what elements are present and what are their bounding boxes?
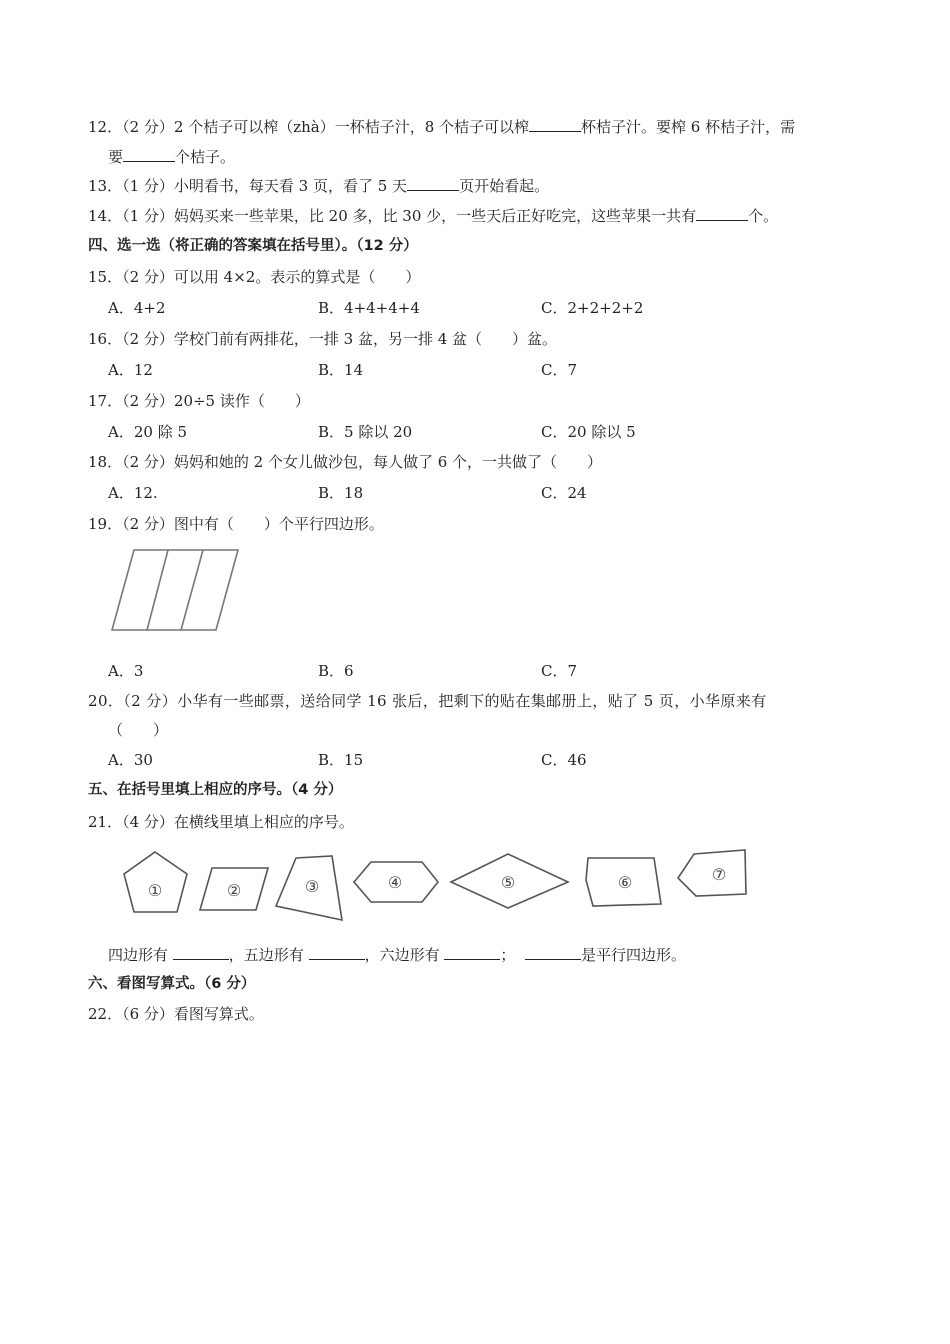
q21-text-b: ，五边形有 [228, 946, 304, 964]
question-19: 19．（2 分）图中有（ ）个平行四边形。 [88, 515, 384, 533]
q13-text-a: 13．（1 分）小明看书，每天看 3 页，看了 5 天 [88, 177, 408, 195]
q17-option-c[interactable]: C．20 除以 5 [541, 423, 636, 441]
q21-text-c: ，六边形有 [364, 946, 440, 964]
q21-blank-parallelograms[interactable] [525, 945, 581, 960]
q16-option-c[interactable]: C．7 [541, 361, 578, 379]
q12-text-a: 12．（2 分）2 个桔子可以榨（zhà）一杯桔子汁，8 个桔子可以榨 [88, 118, 530, 136]
q16-option-a[interactable]: A．12 [108, 361, 153, 379]
parallelogram-figure [106, 546, 242, 634]
q21-blank-pentagons[interactable] [309, 945, 365, 960]
question-20-line-2: （ ） [108, 721, 169, 739]
shape-1-label: ① [147, 881, 163, 900]
q12-text-c: 要 [108, 148, 124, 166]
q18-option-a[interactable]: A．12. [108, 484, 158, 502]
question-18: 18．（2 分）妈妈和她的 2 个女儿做沙包，每人做了 6 个，一共做了（ ） [88, 453, 603, 471]
q18-option-b[interactable]: B．18 [318, 484, 364, 502]
q13-blank[interactable] [407, 176, 459, 191]
shape-6-label: ⑥ [617, 873, 633, 892]
q20-option-b[interactable]: B．15 [318, 751, 364, 769]
q14-text-b: 个。 [748, 207, 779, 225]
section-5-heading: 五、在括号里填上相应的序号。（4 分） [88, 782, 343, 798]
question-22: 22．（6 分）看图写算式。 [88, 1005, 264, 1023]
q16-option-b[interactable]: B．14 [318, 361, 364, 379]
q15-option-b[interactable]: B．4+4+4+4 [318, 299, 420, 317]
shape-5-label: ⑤ [500, 873, 516, 892]
q18-option-c[interactable]: C．24 [541, 484, 587, 502]
question-13 [88, 176, 549, 196]
q19-option-c[interactable]: C．7 [541, 662, 578, 680]
question-17: 17．（2 分）20÷5 读作（ ） [88, 392, 310, 410]
question-15: 15．（2 分）可以用 4×2。表示的算式是（ ） [88, 268, 421, 286]
q20-option-c[interactable]: C．46 [541, 751, 587, 769]
shape-3-label: ③ [304, 877, 320, 896]
q20-option-a[interactable]: A．30 [108, 751, 153, 769]
section-6-heading: 六、看图写算式。（6 分） [88, 976, 256, 992]
q17-option-b[interactable]: B．5 除以 20 [318, 423, 413, 441]
q15-option-a[interactable]: A．4+2 [108, 299, 166, 317]
q14-text-a: 14．（1 分）妈妈买来一些苹果，比 20 多，比 30 少，一些天后正好吃完，这些苹果一共有 [88, 207, 697, 225]
q21-fill-line [108, 945, 686, 965]
q14-blank[interactable] [696, 206, 748, 221]
q21-text-d: ； [500, 946, 516, 964]
q15-option-c[interactable]: C．2+2+2+2 [541, 299, 644, 317]
shape-7-label: ⑦ [711, 865, 727, 884]
q17-option-a[interactable]: A．20 除 5 [108, 423, 187, 441]
shape-2-label: ② [226, 881, 242, 900]
question-12-line-1 [88, 117, 795, 137]
question-16: 16．（2 分）学校门前有两排花，一排 3 盆，另一排 4 盆（ ）盆。 [88, 330, 558, 348]
question-21: 21．（4 分）在横线里填上相应的序号。 [88, 813, 354, 831]
question-20-line-1: 20．（2 分）小华有一些邮票，送给同学 16 张后，把剩下的贴在集邮册上，贴了 5 页，小华原来有 [88, 692, 767, 710]
q19-option-a[interactable]: A．3 [108, 662, 144, 680]
q21-text-e: 是平行四边形。 [580, 946, 686, 964]
shapes-figure [118, 846, 752, 926]
q19-option-b[interactable]: B．6 [318, 662, 354, 680]
q12-text-d: 个桔子。 [175, 148, 236, 166]
q12-blank-2[interactable] [123, 147, 175, 162]
q21-text-a: 四边形有 [108, 946, 169, 964]
q12-blank-1[interactable] [529, 117, 581, 132]
q13-text-b: 页开始看起。 [459, 177, 550, 195]
q12-text-b: 杯桔子汁。要榨 6 杯桔子汁，需 [581, 118, 796, 136]
question-14 [88, 206, 778, 226]
q21-blank-quadrilaterals[interactable] [173, 945, 229, 960]
question-12-line-2 [108, 147, 235, 167]
q21-blank-hexagons[interactable] [444, 945, 500, 960]
section-4-heading: 四、选一选（将正确的答案填在括号里）。（12 分） [88, 238, 418, 254]
shape-4-label: ④ [387, 873, 403, 892]
